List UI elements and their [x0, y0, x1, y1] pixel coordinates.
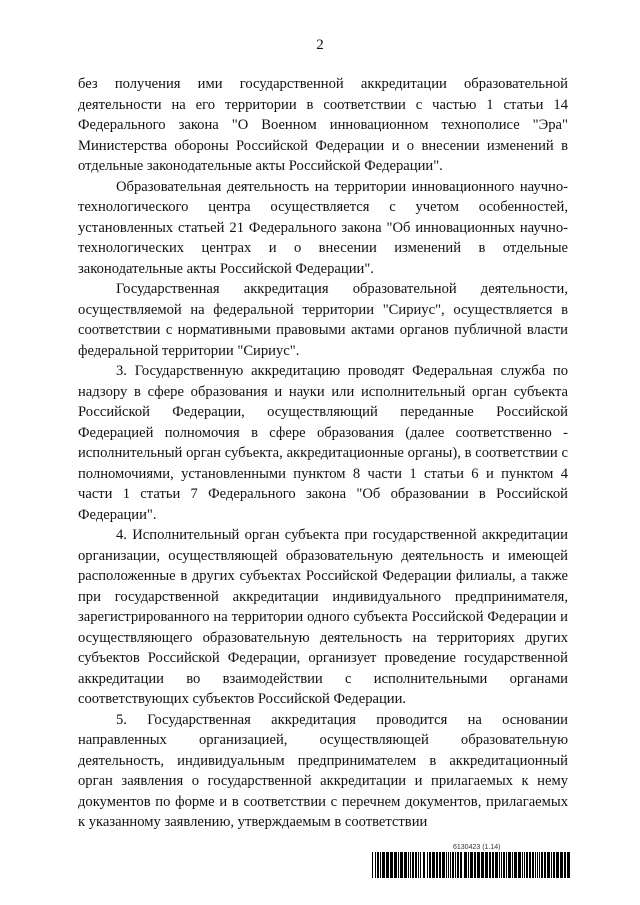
paragraph-item-3: 3. Государственную аккредитацию проводят Федеральная служба по надзору в сфере образования и науки или исполнительный орган субъекта Российской Федерации, осуществляющий переданные Российской Федерацией полномочия в сфере образования (далее соответственно - исполнительный орган субъекта, аккредитационные органы), в соответствии с полномочиями, установленными пунктом 8 части 1 статьи 6 и пунктом 4 части 1 статьи 7 Федерального закона "Об образовании в Российской Федерации".: [78, 363, 568, 523]
paragraph-sirius: Государственная аккредитация образовательной деятельности, осуществляемой на федеральной территории "Сириус", осуществляется в соответствии с нормативными правовыми актами органов публичной власти федеральной территории "Сириус".: [78, 281, 568, 359]
page-number: 2: [316, 37, 324, 53]
paragraph-innovation-center: Образовательная деятельность на территории инновационного научно-технологического центра осуществляется с учетом особенностей, установленных статьей 21 Федерального закона "Об инновационных научно-технологических центрах и о внесении изменений в отдельные законодательные акты Российской Федерации".: [78, 178, 568, 277]
paragraph-continuation: без получения ими государственной аккредитации образовательной деятельности на его территории в соответствии с частью 1 статьи 14 Федерального закона "О Военном инновационном технополисе "Эра" Министерства обороны Российской Федерации и о внесении изменений в отдельные законодательные акты Российской Федерации".: [78, 76, 568, 174]
document-code: 6130423 (1.14): [453, 844, 501, 851]
paragraph-item-5: 5. Государственная аккредитация проводится на основании направленных организацией, осуществляющей образовательную деятельность, индивидуальным предпринимателем в аккредитационный орган заявления о государственной аккредитации и прилагаемых к нему документов по форме и в соответствии с перечнем документов, прилагаемых к указанному заявлению, утверждаемым в соответствии: [78, 711, 568, 830]
paragraph-item-4: 4. Исполнительный орган субъекта при государственной аккредитации организации, осуществляющей образовательную деятельность и имеющей расположенные в других субъектах Российской Федерации филиалы, а также при государственной аккредитации индивидуального предпринимателя, зарегистрированного на территории одного субъекта Российской Федерации и осуществляющего образовательную деятельность на территориях других субъектов Российской Федерации, организует проведение государственной аккредитации во взаимодействии с исполнительными органами соответствующих субъектов Российской Федерации.: [78, 527, 568, 707]
barcode-icon: [372, 852, 570, 878]
document-body: [78, 74, 568, 833]
